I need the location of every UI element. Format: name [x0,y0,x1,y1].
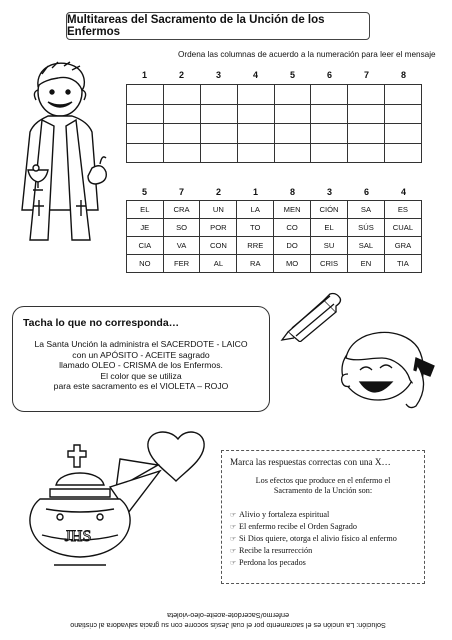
answer-cell[interactable] [200,104,237,124]
column-number: 4 [400,187,406,197]
syllable-cell: NO [127,255,164,273]
answer-cell[interactable] [127,85,164,105]
answer-cell[interactable] [237,124,274,144]
girl-illustration [322,318,446,418]
instruction-text: Ordena las columnas de acuerdo a la numeración para leer el mensaje [178,50,436,59]
answer-grid [126,70,422,163]
syllable-cell: CUAL [384,219,421,237]
syllable-cell: TIA [384,255,421,273]
jar-label: JHS [64,528,92,545]
column-number: 1 [252,187,258,197]
answer-cell[interactable] [311,85,348,105]
answer-cell[interactable] [237,85,274,105]
answer-cell[interactable] [385,143,422,163]
answer-cell[interactable] [348,143,385,163]
answer-cell[interactable] [311,104,348,124]
syllable-cell: CIÓN [311,201,348,219]
syllable-cell: EL [311,219,348,237]
syllable-cell: EL [127,201,164,219]
syllable-cell: ES [384,201,421,219]
crossout-text [13,339,269,392]
column-number: 3 [215,70,221,80]
answer-cell[interactable] [274,124,311,144]
column-number: 8 [289,187,295,197]
syllable-cell: VA [163,237,200,255]
answer-cell[interactable] [348,124,385,144]
syllable-cell: RRE [237,237,274,255]
option-item[interactable] [230,521,397,533]
multiple-choice-box [221,450,425,584]
multiple-choice-heading: Marca las respuestas correctas con una X… [230,457,391,467]
answer-cell[interactable] [127,104,164,124]
hand-pointer-icon: ☞ [230,535,237,543]
answer-cell[interactable] [348,104,385,124]
syllable-cell: GRA [384,237,421,255]
hand-pointer-icon: ☞ [230,547,237,555]
option-item[interactable] [230,557,397,569]
crossout-line: llamado OLEO - CRISMA de los Enfermos. [59,360,223,370]
page-title: Multitareas del Sacramento de la Unción de los Enfermos [66,12,370,40]
column-number: 2 [178,70,184,80]
column-number: 2 [215,187,221,197]
syllable-cell: MEN [274,201,311,219]
syllable-cell: DO [274,237,311,255]
syllable-cell: RA [237,255,274,273]
crossout-heading: Tacha lo que no corresponda… [23,317,180,329]
syllable-cell: CIA [127,237,164,255]
option-item[interactable] [230,509,397,521]
solution-line: Solución: La unción es el sacramento por el cual Jesús socorre con su gracia salvadora al cristiano [70,621,386,630]
syllable-cell: TO [237,219,274,237]
syllable-cell: MO [274,255,311,273]
crossout-line: con un APÓSITO - ACEITE sagrado [72,349,210,360]
syllable-cell: CRIS [311,255,348,273]
hand-pointer-icon: ☞ [230,559,237,567]
answer-cell[interactable] [274,143,311,163]
solution-text [18,604,438,630]
column-number: 7 [178,187,184,197]
crossout-exercise-box [12,306,270,412]
multiple-choice-question [222,476,424,496]
options-list [230,509,397,569]
crossout-line: para este sacramento es el VIOLETA – ROJO [53,381,229,391]
question-line: Sacramento de la Unción son: [273,486,373,495]
hand-pointer-icon: ☞ [230,523,237,531]
syllable-cell: SÚS [348,219,385,237]
answer-cell[interactable] [163,104,200,124]
answer-cell[interactable] [237,143,274,163]
answer-table [126,84,422,163]
answer-cell[interactable] [200,143,237,163]
syllable-grid [126,187,422,273]
crossout-line: El color que se utiliza [100,370,182,381]
syllable-cell: CO [274,219,311,237]
answer-cell[interactable] [200,85,237,105]
column-number: 5 [289,70,295,80]
syllable-cell: SO [163,219,200,237]
option-label: El enfermo recibe el Orden Sagrado [239,522,357,531]
answer-grid-numbers [126,70,422,80]
answer-cell[interactable] [311,124,348,144]
answer-cell[interactable] [348,85,385,105]
column-number: 1 [141,70,147,80]
column-number: 6 [326,70,332,80]
syllable-cell: CRA [163,201,200,219]
answer-cell[interactable] [163,85,200,105]
column-number: 6 [363,187,369,197]
answer-cell[interactable] [163,124,200,144]
crossout-line: La Santa Unción la administra el SACERDOTE - LAICO [34,339,248,349]
solution-line: enfermo/Sacerdote-aceite-oleo-violeta [167,611,289,620]
hand-pointer-icon: ☞ [230,511,237,519]
option-label: Si Dios quiere, otorga el alivio físico al enfermo [239,534,397,543]
answer-cell[interactable] [385,124,422,144]
column-number: 7 [363,70,369,80]
column-number: 3 [326,187,332,197]
option-label: Perdona los pecados [239,558,306,567]
question-line: Los efectos que produce en el enfermo el [255,476,391,485]
syllable-cell: SU [311,237,348,255]
priest-illustration [8,60,118,250]
syllable-cell: SA [348,201,385,219]
answer-cell[interactable] [385,85,422,105]
syllable-cell: FER [163,255,200,273]
column-number: 5 [141,187,147,197]
option-label: Alivio y fortaleza espiritual [239,510,330,519]
syllable-cell: EN [348,255,385,273]
answer-cell[interactable] [311,143,348,163]
syllable-cell: CON [200,237,237,255]
option-item[interactable] [230,533,397,545]
answer-cell[interactable] [274,104,311,124]
column-number: 8 [400,70,406,80]
syllable-cell: JE [127,219,164,237]
syllable-grid-numbers [126,187,422,197]
syllable-cell: SAL [348,237,385,255]
answer-cell[interactable] [385,104,422,124]
answer-cell[interactable] [237,104,274,124]
oil-jar-illustration [10,425,220,575]
answer-cell[interactable] [127,143,164,163]
answer-cell[interactable] [127,124,164,144]
option-item[interactable] [230,545,397,557]
syllable-cell: POR [200,219,237,237]
syllable-cell: LA [237,201,274,219]
column-number: 4 [252,70,258,80]
answer-cell[interactable] [163,143,200,163]
syllable-table [126,200,422,273]
option-label: Recibe la resurrección [239,546,313,555]
answer-cell[interactable] [274,85,311,105]
answer-cell[interactable] [200,124,237,144]
syllable-cell: UN [200,201,237,219]
syllable-cell: AL [200,255,237,273]
